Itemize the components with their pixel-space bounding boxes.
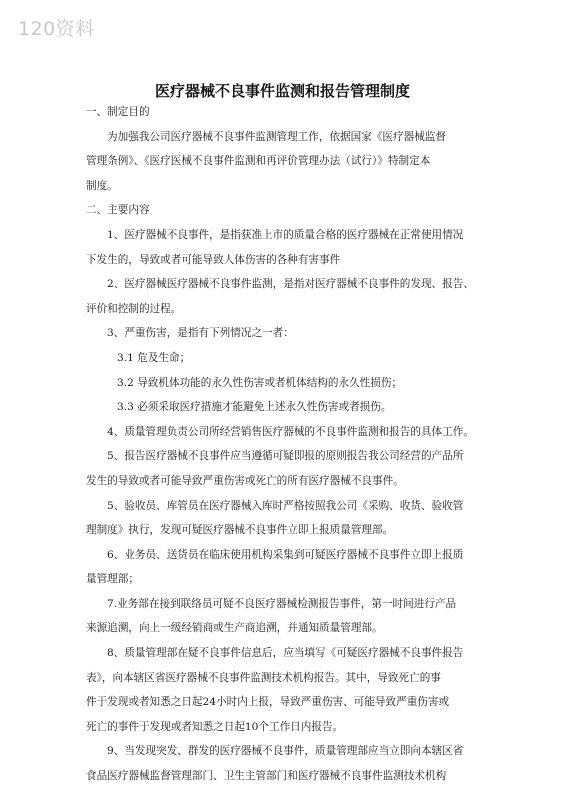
section-heading: 二、主要内容	[86, 204, 150, 217]
paragraph-line: 食品医疗器械监督管理部门、卫生主管部门和医疗器械不良事件监测技术机构	[86, 770, 447, 783]
paragraph-line: 管理条例》、《医疗医械不良事件监测和再评价管理办法（试行）》特制定本	[86, 155, 431, 168]
paragraph-line: 5、报告医疗器械不良事件应当遵循可疑即报的原则报告我公司经营的产品所	[107, 450, 464, 463]
paragraph-line: 制度。	[86, 179, 118, 192]
paragraph-line: 来源追溯，向上一级经销商或生产商追溯，并通知质量管理部。	[86, 622, 383, 635]
paragraph-line: 3、严重伤害，是指有下列情况之一者：	[107, 327, 294, 340]
paragraph-line: 死亡的事件于发现或者知悉之日起10个工作日内报告。	[86, 720, 344, 733]
sub-item-line: 3.1 危及生命；	[117, 351, 191, 364]
paragraph-line: 理制度》执行，发现可疑医疗器械不良事件立即上报质量管理部。	[86, 524, 394, 537]
paragraph-line: 5、验收员、库管员在医疗器械入库时严格按照我公司《采购、收货、验收管	[107, 499, 464, 512]
paragraph-line: 为加强我公司医疗器械不良事件监测管理工作，依据国家《医疗器械监督	[107, 130, 446, 143]
watermark: 120资料	[18, 18, 95, 40]
paragraph-line: 量管理部；	[86, 573, 139, 586]
paragraph-line: 评价和控制的过程。	[86, 302, 182, 315]
document-title: 医疗器械不良事件监测和报告管理制度	[154, 82, 410, 100]
paragraph-line: 8、质量管理部在疑不良事件信息后，应当填写《可疑医疗器械不良事件报告	[107, 647, 464, 660]
paragraph-line: 4、质量管理负责公司所经营销售医疗器械的不良事件监测和报告的具体工作。	[107, 425, 474, 438]
section-heading: 一、制定目的	[86, 106, 150, 118]
paragraph-line: 7.业务部在接到联络员可疑不良医疗器械检测报告事件，第一时间进行产品	[107, 597, 457, 610]
sub-item-line: 3.3 必须采取医疗措施才能避免上述永久性伤害或者损伤。	[117, 401, 392, 414]
paragraph-line: 件于发现或者知悉之日起24小时内上报，导致严重伤害、可能导致严重伤害或	[86, 696, 450, 709]
paragraph-line: 2、医疗器械医疗器械不良事件监测，是指对医疗器械不良事件的发现、报告、	[107, 278, 474, 291]
paragraph-line: 1、医疗器械不良事件，是指获准上市的质量合格的医疗器械在正常使用情况	[107, 228, 464, 241]
paragraph-line: 表》，向本辖区省医疗器械不良事件监测技术机构报告。其中，导致死亡的事	[86, 671, 441, 684]
paragraph-line: 6、业务员、送货员在临床使用机构采集到可疑医疗器械不良事件立即上报质	[107, 548, 464, 561]
paragraph-line: 9、当发现突发、群发的医疗器械不良事件，质量管理部应当立即向本辖区省	[107, 745, 464, 758]
document-body	[86, 100, 482, 789]
paragraph-line: 下发生的，导致或者可能导致人体伤害的各种有害事件	[86, 253, 341, 266]
sub-item-line: 3.2 导致机体功能的永久性伤害或者机体结构的永久性损伤；	[117, 376, 403, 389]
paragraph-line: 发生的导致或者可能导致严重伤害或死亡的所有医疗器械不良事件。	[86, 474, 404, 487]
